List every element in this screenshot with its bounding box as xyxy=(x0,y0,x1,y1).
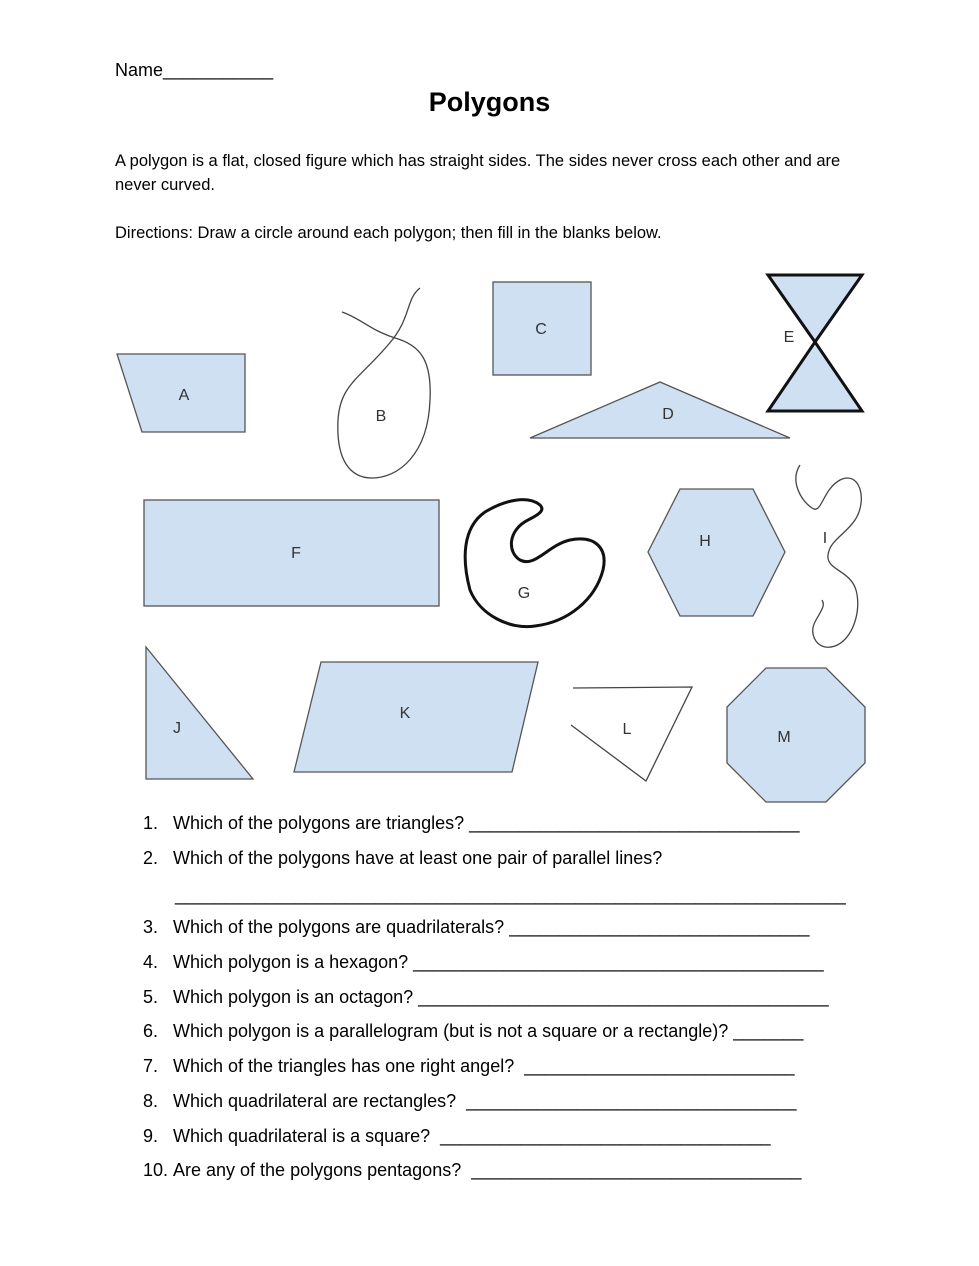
question-2-answer-blank[interactable]: ___________________________________________________________________ xyxy=(175,885,846,905)
question-number: 10. xyxy=(143,1160,169,1180)
name-label: Name xyxy=(115,60,164,80)
shape-a[interactable] xyxy=(117,354,245,432)
question-number: 8. xyxy=(143,1091,159,1111)
question-number: 3. xyxy=(143,917,159,937)
shape-g-label: G xyxy=(517,585,531,602)
question-text[interactable]: Which of the triangles has one right angel? ___________________________ xyxy=(173,1056,795,1076)
shape-a-label: A xyxy=(178,387,190,404)
page-title: Polygons xyxy=(428,87,551,117)
name-blank[interactable]: ___________ xyxy=(163,60,274,80)
shape-j-label: J xyxy=(173,720,181,737)
question-number: 5. xyxy=(143,987,159,1007)
polygon-definition: A polygon is a flat, closed figure which has straight sides. The sides never cross each other and are never curved. xyxy=(115,152,841,194)
shape-e[interactable] xyxy=(768,275,862,411)
shape-k[interactable] xyxy=(294,662,538,772)
question-text[interactable]: Which polygon is a hexagon? _________________________________________ xyxy=(173,952,824,972)
shape-g[interactable] xyxy=(465,500,604,627)
question-text[interactable]: Which of the polygons are quadrilaterals? ______________________________ xyxy=(173,917,810,937)
question-number: 2. xyxy=(143,848,159,868)
shape-k-label: K xyxy=(399,705,411,722)
question-number: 1. xyxy=(143,813,159,833)
question-text: Which of the polygons have at least one pair of parallel lines? xyxy=(173,848,663,868)
question-text[interactable]: Which polygon is an octagon? _________________________________________ xyxy=(173,987,829,1007)
shape-h[interactable] xyxy=(648,489,785,616)
question-number: 7. xyxy=(143,1056,159,1076)
directions-text: Directions: Draw a circle around each polygon; then fill in the blanks below. xyxy=(115,224,662,242)
shape-m-label: M xyxy=(777,729,791,746)
shape-l[interactable] xyxy=(571,687,692,781)
question-text[interactable]: Which of the polygons are triangles? _________________________________ xyxy=(173,813,800,833)
shape-i-label: I xyxy=(822,530,828,547)
question-number: 4. xyxy=(143,952,159,972)
shape-h-label: H xyxy=(699,533,711,550)
shape-m[interactable] xyxy=(727,668,865,802)
shape-e-label: E xyxy=(783,329,795,346)
question-text[interactable]: Which quadrilateral are rectangles? _________________________________ xyxy=(173,1091,797,1111)
shape-b[interactable] xyxy=(338,288,430,478)
shape-d[interactable] xyxy=(530,382,790,438)
question-number: 9. xyxy=(143,1126,159,1146)
shape-i[interactable] xyxy=(796,465,861,647)
shape-c-label: C xyxy=(535,321,547,338)
shape-c[interactable] xyxy=(493,282,591,375)
shape-f[interactable] xyxy=(144,500,439,606)
shape-j[interactable] xyxy=(146,647,253,779)
shape-d-label: D xyxy=(662,406,674,423)
question-number: 6. xyxy=(143,1021,159,1041)
shape-f-label: F xyxy=(291,545,301,562)
question-text[interactable]: Which quadrilateral is a square? _________________________________ xyxy=(173,1126,771,1146)
question-text[interactable]: Which polygon is a parallelogram (but is not a square or a rectangle)? _______ xyxy=(173,1021,804,1041)
question-text[interactable]: Are any of the polygons pentagons? _________________________________ xyxy=(173,1160,802,1180)
shape-b-label: B xyxy=(375,408,387,425)
shape-l-label: L xyxy=(622,721,632,738)
